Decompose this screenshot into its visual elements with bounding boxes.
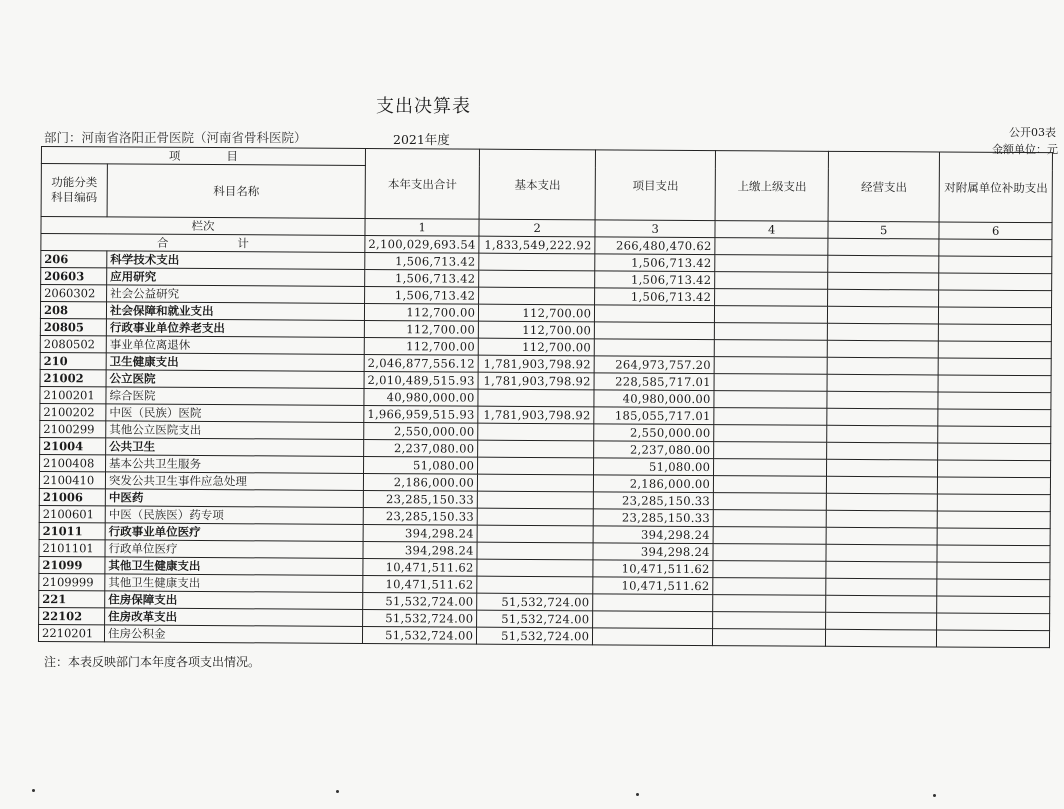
- scan-dot: [336, 790, 339, 793]
- row-business: [826, 510, 937, 528]
- row-upper: [714, 459, 827, 477]
- row-basic: [477, 525, 593, 543]
- row-name: 中医（民族医）药专项: [105, 506, 363, 525]
- row-business: [826, 561, 937, 579]
- row-basic: 112,700.00: [479, 321, 595, 339]
- row-code: 2080502: [40, 335, 106, 352]
- row-basic: [478, 389, 594, 407]
- fiscal-year: 2021年度: [393, 132, 450, 147]
- row-code: 208: [40, 302, 106, 319]
- row-upper: [714, 408, 827, 426]
- row-total: 51,532,724.00: [362, 626, 476, 644]
- basic-header: 基本支出: [479, 149, 595, 220]
- row-code: 21004: [40, 437, 106, 454]
- row-name: 行政事业单位养老支出: [106, 319, 364, 338]
- row-business: [826, 578, 937, 596]
- row-project: 228,585,717.01: [594, 373, 714, 391]
- sum-total: 2,100,029,693.54: [365, 235, 479, 253]
- row-upper: [713, 595, 826, 613]
- row-upper: [715, 272, 828, 290]
- row-total: 51,532,724.00: [363, 609, 477, 627]
- row-name: 突发公共卫生事件应急处理: [105, 472, 363, 491]
- row-basic: 1,781,903,798.92: [478, 355, 594, 373]
- row-subsidy: [939, 273, 1052, 291]
- row-subsidy: [938, 409, 1051, 427]
- row-subsidy: [937, 630, 1050, 648]
- code-header: 功能分类 科目编码: [41, 164, 107, 217]
- row-total: 51,080.00: [364, 456, 478, 474]
- row-upper: [715, 306, 828, 324]
- row-code: 21006: [39, 488, 105, 505]
- row-upper: [715, 323, 828, 341]
- row-subsidy: [937, 545, 1050, 563]
- row-total: 2,046,877,556.12: [364, 354, 478, 372]
- row-basic: [478, 457, 594, 475]
- row-business: [827, 391, 938, 409]
- row-upper: [714, 340, 827, 358]
- row-name: 科学技术支出: [107, 251, 365, 270]
- row-code: 2100201: [40, 386, 106, 403]
- form-number: 公开03表: [1009, 126, 1056, 139]
- row-name: 社会保障和就业支出: [106, 302, 364, 321]
- row-business: [827, 425, 938, 443]
- row-business: [827, 357, 938, 375]
- row-basic: 1,781,903,798.92: [478, 372, 594, 390]
- row-code: 2109999: [39, 573, 105, 590]
- row-project: 51,080.00: [594, 458, 714, 476]
- row-code: 20603: [41, 268, 107, 285]
- row-upper: [714, 374, 827, 392]
- sum-basic: 1,833,549,222.92: [479, 236, 595, 254]
- row-subsidy: [938, 460, 1051, 478]
- row-code: 2100408: [40, 454, 106, 471]
- row-business: [828, 289, 939, 307]
- row-project: 394,298.24: [593, 526, 713, 544]
- row-code: 2100202: [40, 403, 106, 420]
- row-basic: [477, 542, 593, 560]
- row-business: [827, 442, 938, 460]
- row-name: 中医药: [105, 489, 363, 508]
- row-business: [827, 374, 938, 392]
- row-upper: [714, 442, 827, 460]
- name-header: 科目名称: [107, 164, 365, 219]
- row-business: [826, 544, 937, 562]
- row-code: 221: [39, 590, 105, 607]
- row-project: 2,186,000.00: [594, 475, 714, 493]
- row-project: [593, 594, 713, 612]
- row-project: [593, 611, 713, 629]
- row-total: 23,285,150.33: [363, 490, 477, 508]
- row-project: 1,506,713.42: [595, 271, 715, 289]
- row-project: 1,506,713.42: [595, 288, 715, 306]
- row-total: 2,186,000.00: [363, 473, 477, 491]
- row-business: [828, 255, 939, 273]
- row-basic: [479, 270, 595, 288]
- row-total: 10,471,511.62: [363, 558, 477, 576]
- row-total: 1,506,713.42: [365, 286, 479, 304]
- row-name: 行政单位医疗: [105, 540, 363, 559]
- row-subsidy: [939, 256, 1052, 274]
- row-subsidy: [938, 375, 1051, 393]
- scan-dot: [32, 789, 35, 792]
- row-total: 112,700.00: [364, 337, 478, 355]
- col-number: 4: [715, 221, 828, 239]
- scan-dot: [933, 794, 936, 797]
- row-code: 21099: [39, 556, 105, 573]
- row-business: [826, 629, 937, 647]
- row-total: 40,980,000.00: [364, 388, 478, 406]
- row-business: [826, 527, 937, 545]
- row-business: [827, 493, 938, 511]
- scan-dot: [636, 793, 639, 796]
- row-project: [595, 305, 715, 323]
- row-name: 应用研究: [107, 268, 365, 287]
- row-code: 2100299: [40, 420, 106, 437]
- lane-header: 栏次: [41, 217, 365, 236]
- row-code: 22102: [39, 607, 105, 624]
- item-header: 项 目: [41, 147, 365, 166]
- row-basic: [478, 474, 594, 492]
- row-code: 21011: [39, 522, 105, 539]
- project-header: 项目支出: [595, 150, 715, 221]
- row-basic: 112,700.00: [478, 338, 594, 356]
- row-project: 23,285,150.33: [593, 509, 713, 527]
- row-upper: [715, 289, 828, 307]
- row-project: [594, 339, 714, 357]
- row-basic: [477, 508, 593, 526]
- row-basic: [478, 491, 594, 509]
- row-project: 10,471,511.62: [593, 577, 713, 595]
- row-subsidy: [939, 290, 1052, 308]
- row-subsidy: [937, 596, 1050, 614]
- row-upper: [713, 578, 826, 596]
- row-project: 2,550,000.00: [594, 424, 714, 442]
- row-upper: [714, 391, 827, 409]
- row-subsidy: [937, 579, 1050, 597]
- row-total: 1,506,713.42: [365, 269, 479, 287]
- row-project: 1,506,713.42: [595, 254, 715, 272]
- col-number: 5: [828, 221, 939, 239]
- sum-label: 合 计: [41, 234, 365, 253]
- row-project: 23,285,150.33: [594, 492, 714, 510]
- row-name: 其他公立医院支出: [106, 421, 364, 440]
- row-name: 住房改革支出: [105, 608, 363, 627]
- row-code: 2060302: [41, 285, 107, 302]
- row-total: 394,298.24: [363, 541, 477, 559]
- row-total: 394,298.24: [363, 524, 477, 542]
- row-subsidy: [938, 341, 1051, 359]
- row-basic: 1,781,903,798.92: [478, 406, 594, 424]
- total-header: 本年支出合计: [365, 148, 480, 219]
- row-code: 210: [40, 352, 106, 369]
- row-name: 基本公共卫生服务: [106, 455, 364, 474]
- row-business: [827, 340, 938, 358]
- row-subsidy: [939, 324, 1052, 342]
- row-name: 中医（民族）医院: [106, 404, 364, 423]
- row-subsidy: [938, 358, 1051, 376]
- row-subsidy: [938, 426, 1051, 444]
- row-code: 2101101: [39, 539, 105, 556]
- row-basic: [478, 440, 594, 458]
- row-basic: 51,532,724.00: [477, 610, 593, 628]
- row-upper: [713, 629, 826, 647]
- footnote: 注：本表反映部门本年度各项支出情况。: [44, 655, 261, 669]
- row-business: [828, 323, 939, 341]
- row-name: 公共卫生: [106, 438, 364, 457]
- row-code: 2100410: [39, 471, 105, 488]
- row-code: 20805: [40, 318, 106, 335]
- row-business: [828, 272, 939, 290]
- row-business: [827, 476, 938, 494]
- row-project: [595, 322, 715, 340]
- row-code: 2210201: [38, 624, 104, 641]
- row-name: 公立医院: [106, 370, 364, 389]
- row-name: 综合医院: [106, 387, 364, 406]
- row-basic: [479, 287, 595, 305]
- row-upper: [714, 425, 827, 443]
- row-total: 2,237,080.00: [364, 439, 478, 457]
- row-business: [827, 408, 938, 426]
- row-project: 40,980,000.00: [594, 390, 714, 408]
- row-project: 2,237,080.00: [594, 441, 714, 459]
- row-upper: [714, 476, 827, 494]
- row-code: 206: [41, 251, 107, 268]
- row-project: [593, 628, 713, 646]
- row-project: 10,471,511.62: [593, 560, 713, 578]
- row-code: 2100601: [39, 505, 105, 522]
- row-basic: [478, 423, 594, 441]
- upper-header: 上缴上级支出: [715, 151, 828, 222]
- row-upper: [714, 357, 827, 375]
- row-name: 社会公益研究: [107, 285, 365, 304]
- row-name: 行政事业单位医疗: [105, 523, 363, 542]
- row-subsidy: [937, 562, 1050, 580]
- row-upper: [715, 255, 828, 273]
- row-upper: [714, 493, 827, 511]
- row-project: 264,973,757.20: [594, 356, 714, 374]
- row-business: [826, 612, 937, 630]
- page-title: 支出决算表: [376, 96, 471, 117]
- row-name: 住房公积金: [104, 625, 362, 644]
- col-number: 6: [939, 222, 1052, 240]
- row-project: 185,055,717.01: [594, 407, 714, 425]
- row-basic: [477, 576, 593, 594]
- row-name: 卫生健康支出: [106, 353, 364, 372]
- row-subsidy: [938, 392, 1051, 410]
- row-subsidy: [937, 511, 1050, 529]
- row-basic: [479, 253, 595, 271]
- row-name: 事业单位离退休: [106, 336, 364, 355]
- row-subsidy: [938, 477, 1051, 495]
- row-upper: [713, 544, 826, 562]
- row-business: [826, 595, 937, 613]
- row-upper: [713, 510, 826, 528]
- row-business: [828, 306, 939, 324]
- row-subsidy: [939, 307, 1052, 325]
- row-basic: 112,700.00: [479, 304, 595, 322]
- row-project: 394,298.24: [593, 543, 713, 561]
- row-total: 10,471,511.62: [363, 575, 477, 593]
- business-header: 经营支出: [828, 151, 939, 222]
- row-basic: [477, 559, 593, 577]
- row-name: 其他卫生健康支出: [105, 557, 363, 576]
- subsidy-header: 对附属单位补助支出: [939, 152, 1052, 223]
- row-subsidy: [937, 528, 1050, 546]
- expenditure-table: [38, 146, 1053, 648]
- row-total: 112,700.00: [364, 320, 478, 338]
- row-basic: 51,532,724.00: [477, 593, 593, 611]
- row-total: 2,010,489,515.93: [364, 371, 478, 389]
- row-basic: 51,532,724.00: [477, 627, 593, 645]
- row-total: 51,532,724.00: [363, 592, 477, 610]
- sum-project: 266,480,470.62: [595, 237, 715, 255]
- col-number: 1: [365, 218, 479, 236]
- col-number: 3: [595, 220, 715, 238]
- amount-unit: 金额单位：元: [992, 143, 1058, 156]
- row-code: 21002: [40, 369, 106, 386]
- department-label: 部门：河南省洛阳正骨医院（河南省骨科医院）: [44, 130, 307, 145]
- row-upper: [713, 561, 826, 579]
- row-total: 112,700.00: [364, 303, 478, 321]
- row-total: 1,966,959,515.93: [364, 405, 478, 423]
- row-business: [827, 459, 938, 477]
- row-subsidy: [938, 443, 1051, 461]
- row-upper: [713, 612, 826, 630]
- row-subsidy: [937, 613, 1050, 631]
- row-total: 1,506,713.42: [365, 252, 479, 270]
- col-number: 2: [479, 219, 595, 237]
- row-name: 其他卫生健康支出: [105, 574, 363, 593]
- row-subsidy: [938, 494, 1051, 512]
- row-name: 住房保障支出: [105, 591, 363, 610]
- row-total: 23,285,150.33: [363, 507, 477, 525]
- row-total: 2,550,000.00: [364, 422, 478, 440]
- row-upper: [713, 527, 826, 545]
